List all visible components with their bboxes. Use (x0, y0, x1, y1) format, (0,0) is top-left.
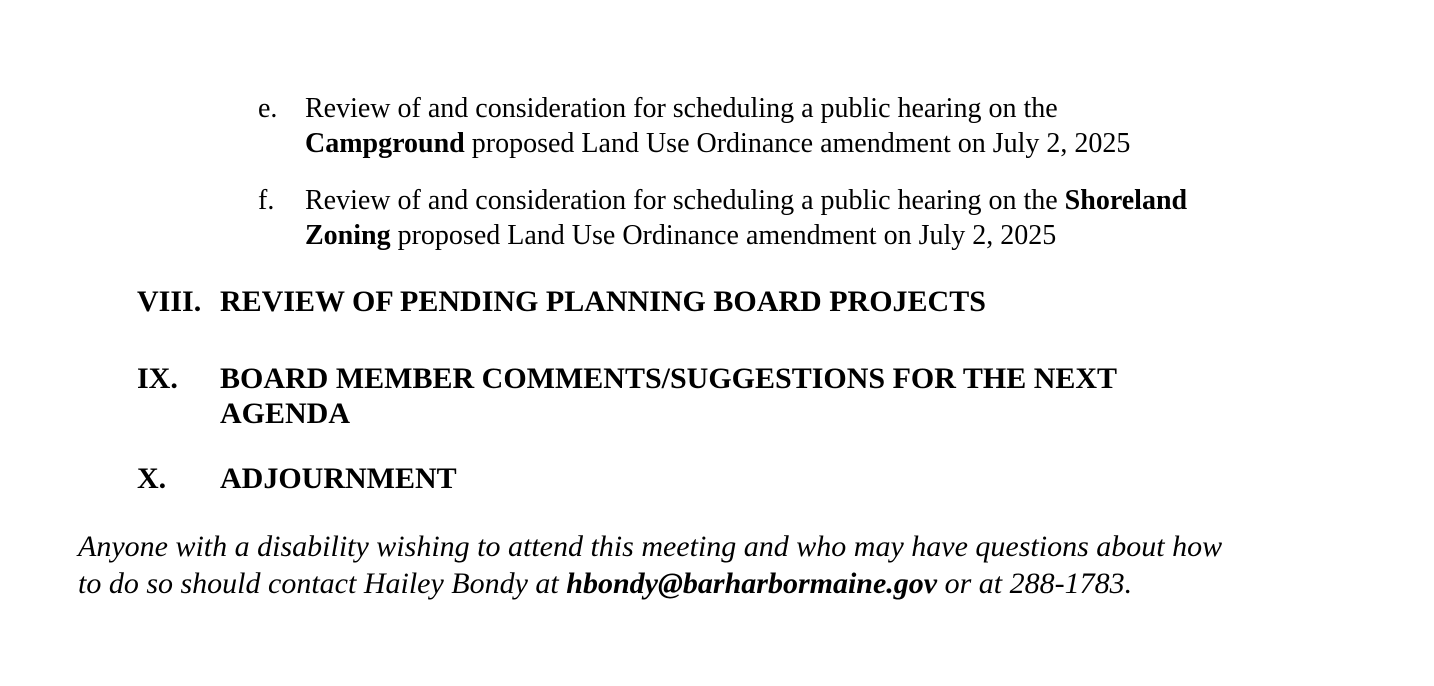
agenda-section-viii (137, 284, 1280, 319)
subitem-text-f (305, 183, 1345, 253)
subitem-f-line2-rest: proposed Land Use Ordinance amendment on July 2, 2025 (390, 220, 1057, 251)
accessibility-footer-note (78, 528, 1408, 602)
subitem-e-bold-term: Campground (305, 128, 465, 159)
subitem-f-line1-pre: Review of and consideration for scheduling a public hearing on the (305, 185, 1065, 216)
footer-line2-post: or at 288-1783. (937, 567, 1133, 600)
agenda-subitem-f (258, 183, 1345, 253)
agenda-subitem-e (258, 91, 1345, 161)
section-ix-title-line2: AGENDA (220, 397, 351, 430)
section-numeral-x: X. (137, 462, 167, 495)
footer-contact-email: hbondy@barharbormaine.gov (566, 567, 938, 600)
section-numeral-viii: VIII. (137, 285, 202, 318)
subitem-marker-e: e. (258, 93, 278, 124)
subitem-marker-f: f. (258, 185, 275, 216)
agenda-section-ix (137, 361, 1280, 431)
subitem-e-line1: Review of and consideration for scheduling a public hearing on the (305, 93, 1058, 124)
section-title-ix (220, 361, 1280, 431)
section-title-x: ADJOURNMENT (220, 462, 457, 495)
section-numeral-ix: IX. (137, 362, 178, 395)
subitem-f-bold-term-2: Zoning (305, 220, 391, 251)
subitem-text-e (305, 91, 1345, 161)
footer-line1: Anyone with a disability wishing to attend this meeting and who may have questions about how (78, 530, 1223, 563)
subitem-e-line2-rest: proposed Land Use Ordinance amendment on July 2, 2025 (464, 128, 1131, 159)
section-title-viii: REVIEW OF PENDING PLANNING BOARD PROJECTS (220, 285, 986, 318)
section-ix-title-line1: BOARD MEMBER COMMENTS/SUGGESTIONS FOR THE NEXT (220, 362, 1118, 395)
agenda-section-x (137, 461, 1280, 496)
footer-line2-pre: to do so should contact Hailey Bondy at (78, 567, 567, 600)
subitem-f-bold-term-1: Shoreland (1064, 185, 1188, 216)
